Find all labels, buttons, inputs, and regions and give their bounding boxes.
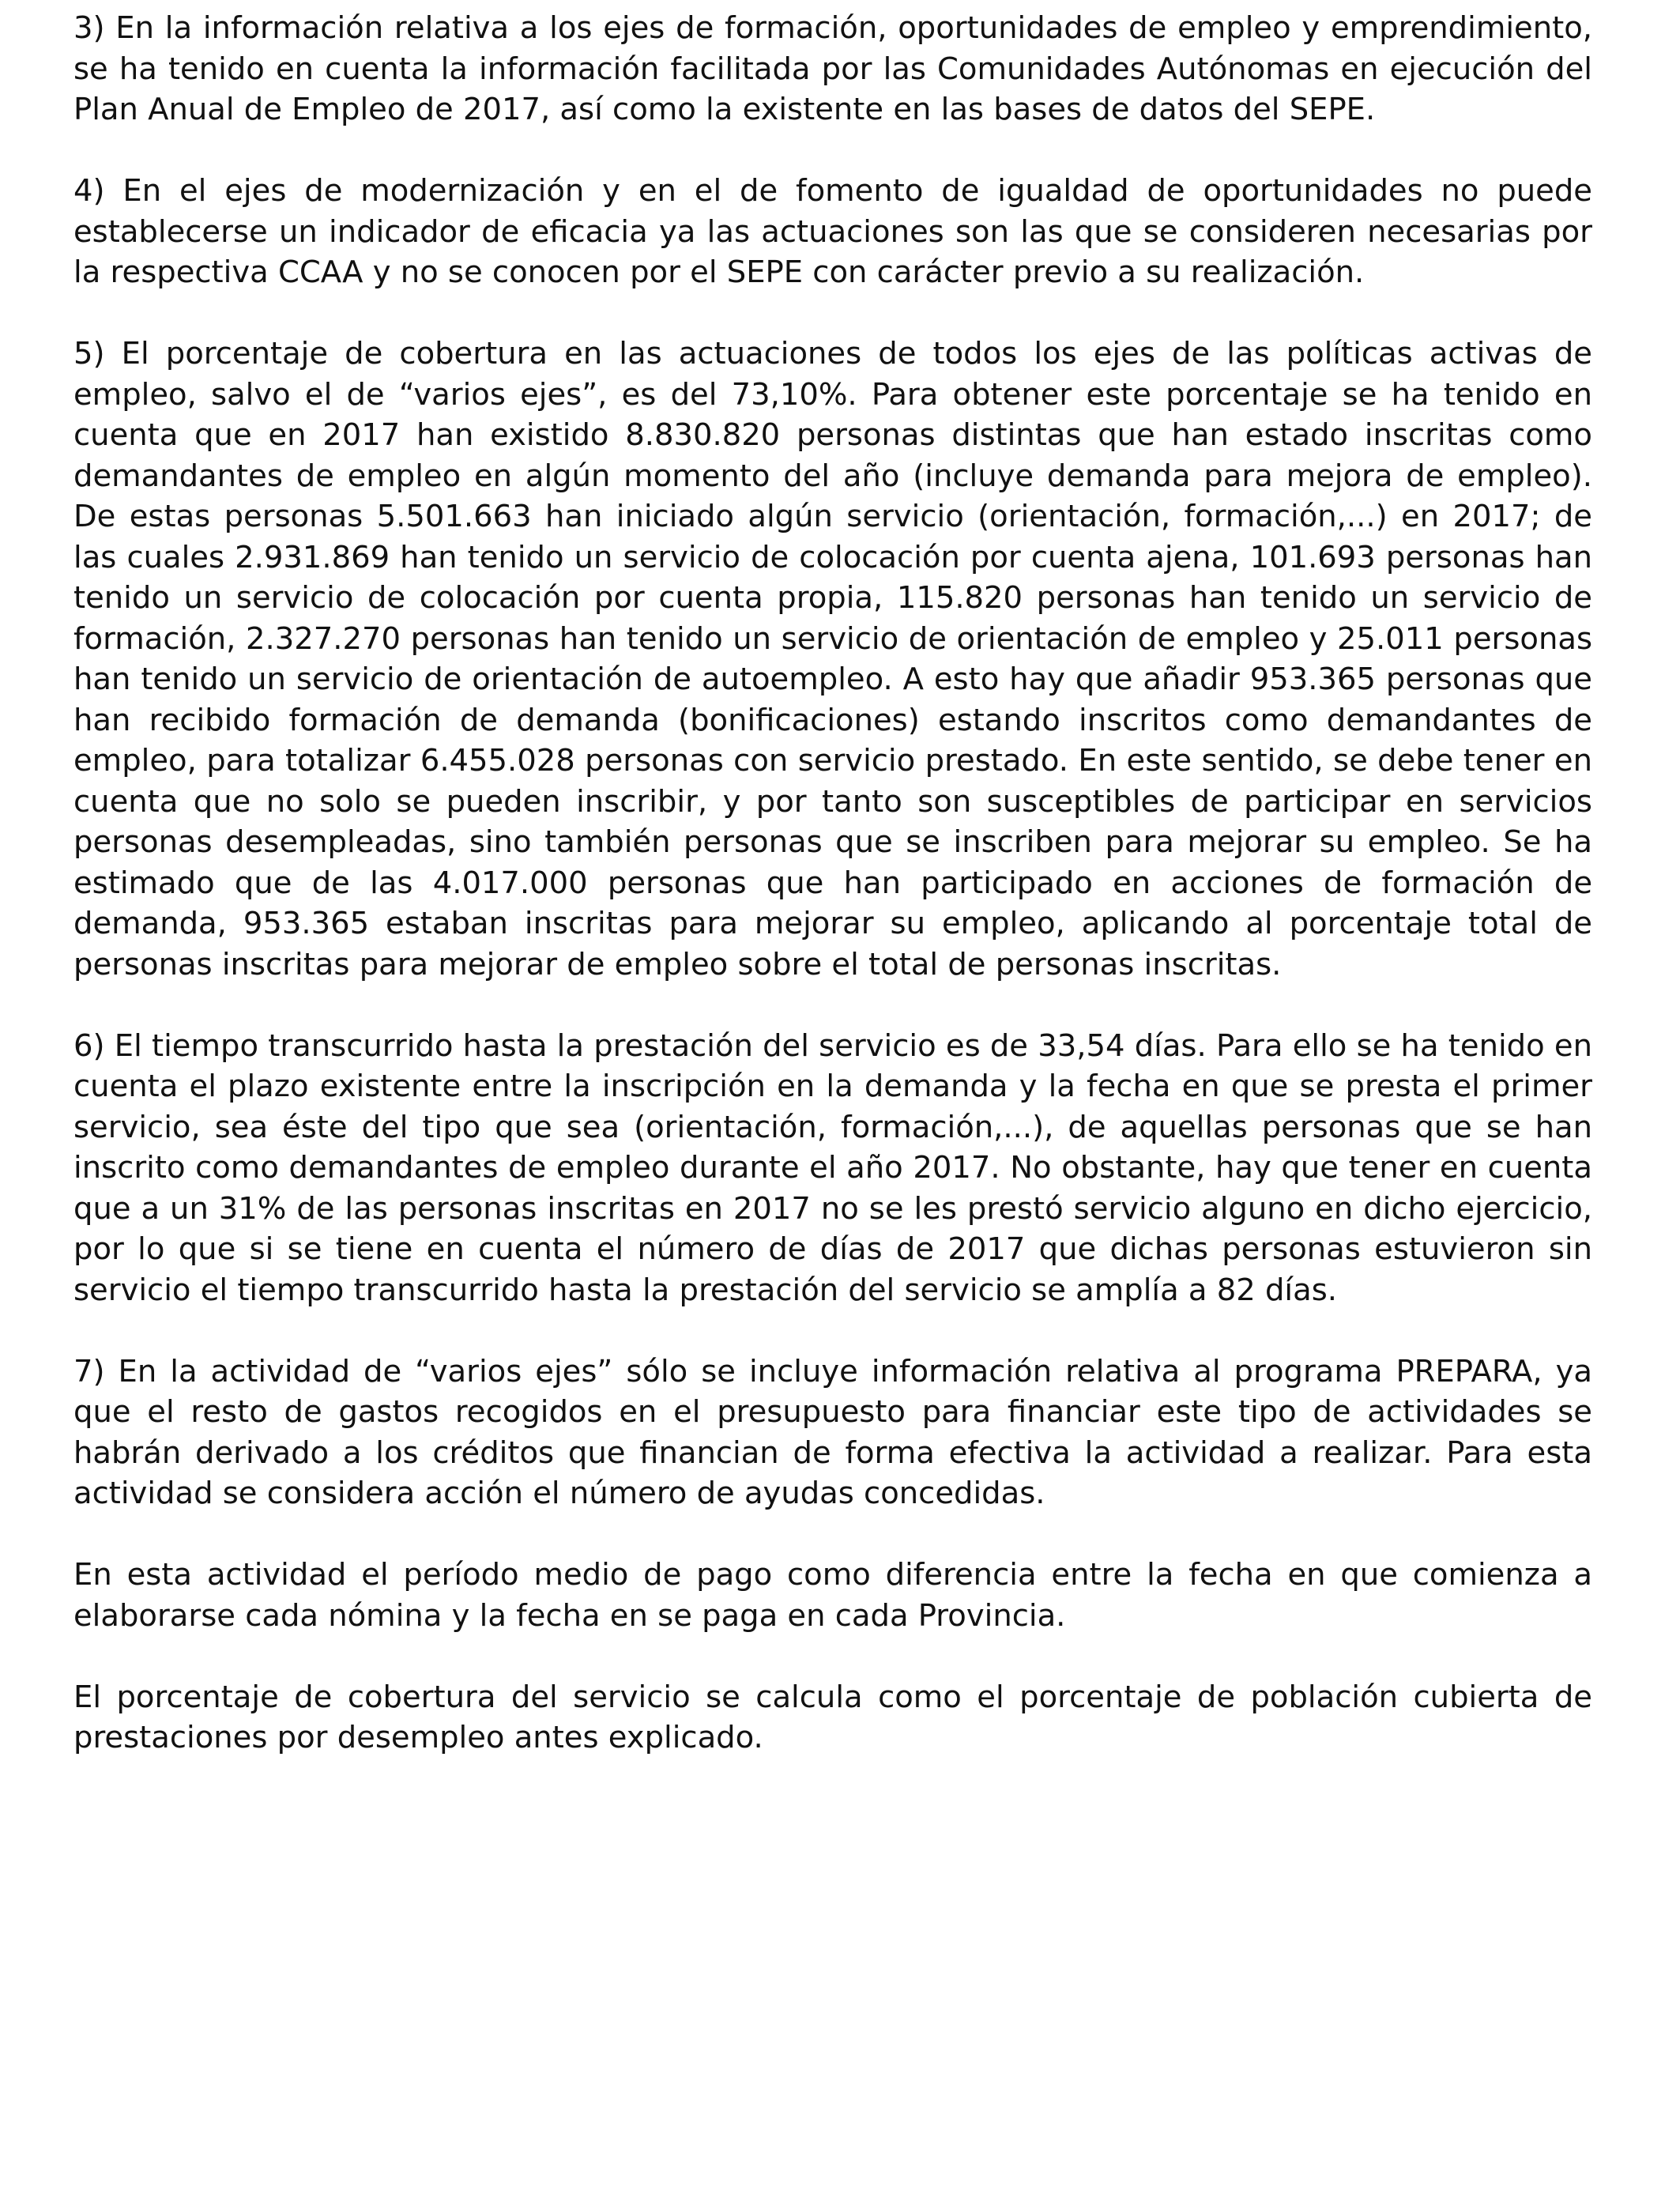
document-page bbox=[73, 8, 1592, 1799]
paragraph-note-7: 7) En la actividad de “varios ejes” sólo se incluye información relativa al programa PREPARA, ya que el resto de gastos recogidos en el presupuesto para financiar este tipo de actividades se habrán derivado a los créditos que financian de forma efectiva la actividad a realizar. Para esta actividad se considera acción el número de ayudas concedidas. bbox=[73, 1353, 1592, 1511]
paragraph-note-4: 4) En el ejes de modernización y en el de fomento de igualdad de oportunidades no puede establecerse un indicador de eficacia ya las actuaciones son las que se consideren necesarias por la respectiva CCAA y no se conocen por el SEPE con carácter previo a su realización. bbox=[73, 173, 1592, 290]
paragraph-coverage: El porcentaje de cobertura del servicio se calcula como el porcentaje de población cubierta de prestaciones por desempleo antes explicado. bbox=[73, 1679, 1592, 1755]
paragraph-note-6: 6) El tiempo transcurrido hasta la prestación del servicio es de 33,54 días. Para ello se ha tenido en cuenta el plazo existente entre la inscripción en la demanda y la fecha en que se presta el primer servicio, sea éste del tipo que sea (orientación, formación,...), de aquellas personas que se han inscrito como demandantes de empleo durante el año 2017. No obstante, hay que tener en cuenta que a un 31% de las personas inscritas en 2017 no se les prestó servicio alguno en dicho ejercicio, por lo que si se tiene en cuenta el número de días de 2017 que dichas personas estuvieron sin servicio el tiempo transcurrido hasta la prestación del servicio se amplía a 82 días. bbox=[73, 1027, 1592, 1308]
paragraph-note-3: 3) En la información relativa a los ejes de formación, oportunidades de empleo y emprendimiento, se ha tenido en cuenta la información facilitada por las Comunidades Autónomas en ejecución del Plan Anual de Empleo de 2017, así como la existente en las bases de datos del SEPE. bbox=[73, 10, 1592, 127]
paragraph-note-5: 5) El porcentaje de cobertura en las actuaciones de todos los ejes de las políticas activas de empleo, salvo el de “varios ejes”, es del 73,10%. Para obtener este porcentaje se ha tenido en cuenta que en 2017 han existido 8.830.820 personas distintas que han estado inscritas como demandantes de empleo en algún momento del año (incluye demanda para mejora de empleo). De estas personas 5.501.663 han iniciado algún servicio (orientación, formación,...) en 2017; de las cuales 2.931.869 han tenido un servicio de colocación por cuenta ajena, 101.693 personas han tenido un servicio de colocación por cuenta propia, 115.820 personas han tenido un servicio de formación, 2.327.270 personas han tenido un servicio de orientación de empleo y 25.011 personas han tenido un servicio de orientación de autoempleo. A esto hay que añadir 953.365 personas que han recibido formación de demanda (bonificaciones) estando inscritos como demandantes de empleo, para totalizar 6.455.028 personas con servicio prestado. En este sentido, se debe tener en cuenta que no solo se pueden inscribir, y por tanto son susceptibles de participar en servicios personas desempleadas, sino también personas que se inscriben para mejorar su empleo. Se ha estimado que de las 4.017.000 personas que han participado en acciones de formación de demanda, 953.365 estaban inscritas para mejorar su empleo, aplicando al porcentaje total de personas inscritas para mejorar de empleo sobre el total de personas inscritas. bbox=[73, 336, 1592, 982]
paragraph-payment-period: En esta actividad el período medio de pago como diferencia entre la fecha en que comienza a elaborarse cada nómina y la fecha en se paga en cada Provincia. bbox=[73, 1557, 1592, 1634]
